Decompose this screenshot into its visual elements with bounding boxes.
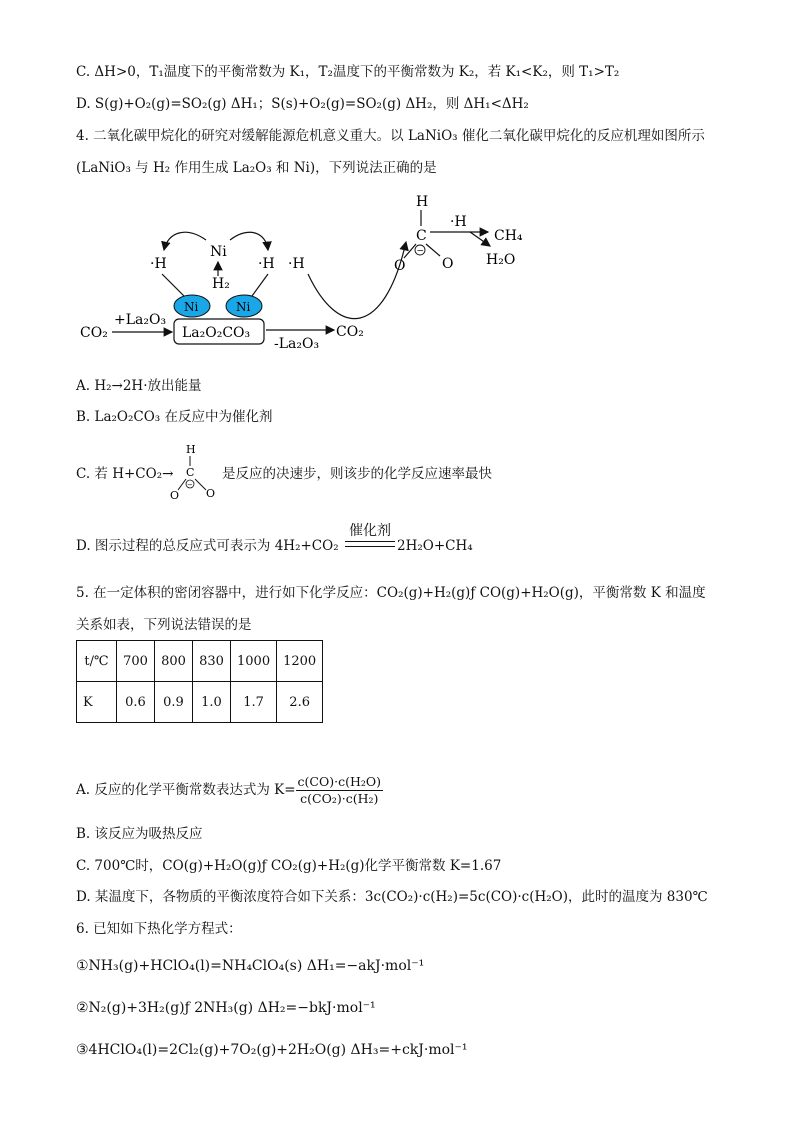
catalyst-label: 催化剂 xyxy=(349,523,391,539)
small-o2: O xyxy=(206,487,216,500)
charge-sign: − xyxy=(416,246,425,257)
plus-la2o3-label: +La₂O₃ xyxy=(114,312,167,328)
curve-arrow-left xyxy=(164,232,206,250)
small-o1: O xyxy=(170,489,180,502)
table-cell: 1200 xyxy=(277,641,323,682)
bond-c-o-left xyxy=(404,244,416,258)
equation-3: ③4HClO₄(l)=2Cl₂(g)+7O₂(g)+2H₂O(g) ΔH₃=+ckJ·mol⁻¹ xyxy=(76,1042,468,1058)
k-temperature-table xyxy=(76,640,323,723)
ch4-label: CH₄ xyxy=(494,228,523,244)
bond-right xyxy=(252,274,268,296)
q5-option-c: C. 700℃时，CO(g)+H₂O(g)ƒ CO₂(g)+H₂(g)化学平衡常数 K=1.67 xyxy=(76,858,502,874)
option-c-prev: C. ΔH>0，T₁温度下的平衡常数为 K₁，T₂温度下的平衡常数为 K₂，若 K₁<K₂，则 T₁>T₂ xyxy=(76,64,620,80)
k-expression-fraction xyxy=(296,774,383,807)
q5-option-b: B. 该反应为吸热反应 xyxy=(76,826,203,842)
table-cell: t/℃ xyxy=(77,641,117,682)
equation-2: ②N₂(g)+3H₂(g)ƒ 2NH₃(g) ΔH₂=−bkJ·mol⁻¹ xyxy=(76,1000,376,1016)
q4-option-a: A. H₂→2H·放出能量 xyxy=(76,378,202,394)
h-mid-label: ·H xyxy=(258,256,275,272)
question-4-stem: 4. 二氧化碳甲烷化的研究对缓解能源危机意义重大。以 LaNiO₃ 催化二氧化碳甲烷化的反应机理如图所示 xyxy=(76,128,705,144)
table-cell: 800 xyxy=(155,641,193,682)
table-cell: K xyxy=(77,682,117,723)
table-cell: 1.7 xyxy=(231,682,277,723)
q4-option-c-post: 是反应的决速步，则该步的化学反应速率最快 xyxy=(222,466,492,482)
q4-option-d-pre: D. 图示过程的总反应式可表示为 4H₂+CO₂ xyxy=(76,538,339,554)
curve-arrow-right xyxy=(230,232,268,250)
q4-option-d-post: 2H₂O+CH₄ xyxy=(397,538,473,554)
h-attack-label: ·H xyxy=(450,214,467,230)
minus-la2o3-label: -La₂O₃ xyxy=(274,336,320,352)
q4-option-b: B. La₂O₂CO₃ 在反应中为催化剂 xyxy=(76,409,273,425)
mechanism-diagram xyxy=(76,188,536,358)
la2o2co3-label: La₂O₂CO₃ xyxy=(182,325,251,341)
c-atom-label: C xyxy=(416,228,427,244)
h2o-label: H₂O xyxy=(486,252,516,268)
h-transfer-curve xyxy=(308,242,406,319)
question-5-stem-2: 关系如表，下列说法错误的是 xyxy=(76,617,252,633)
table-cell: 1.0 xyxy=(193,682,231,723)
small-charge: − xyxy=(187,481,193,489)
table-row xyxy=(77,682,323,723)
equals-sign xyxy=(345,541,395,547)
h-left-label: ·H xyxy=(150,256,167,272)
ni-top-label: Ni xyxy=(210,244,227,260)
small-h: H xyxy=(186,443,196,456)
table-cell: 0.9 xyxy=(155,682,193,723)
bond-c-o-right xyxy=(426,244,440,256)
q5-option-a xyxy=(76,774,383,807)
q5-option-a-text: A. 反应的化学平衡常数表达式为 K= xyxy=(76,782,296,798)
arrow-to-h2o xyxy=(470,232,490,246)
ni-oval-left-label: Ni xyxy=(184,300,199,314)
table-cell: 2.6 xyxy=(277,682,323,723)
co2-right-label: CO₂ xyxy=(336,324,364,340)
h-free-label: ·H xyxy=(288,256,305,272)
q4-option-c-pre: C. 若 H+CO₂→ xyxy=(76,466,174,482)
bond-left xyxy=(162,274,184,296)
o-left-label: O xyxy=(394,258,406,274)
table-cell: 0.6 xyxy=(117,682,155,723)
table-cell: 700 xyxy=(117,641,155,682)
co2-left-label: CO₂ xyxy=(80,325,108,341)
question-5-stem: 5. 在一定体积的密闭容器中，进行如下化学反应：CO₂(g)+H₂(g)ƒ CO(g)+H₂O(g)，平衡常数 K 和温度 xyxy=(76,585,706,601)
equation-1: ①NH₃(g)+HClO₄(l)=NH₄ClO₄(s) ΔH₁=−akJ·mol⁻¹ xyxy=(76,958,425,974)
table-cell: 1000 xyxy=(231,641,277,682)
ni-oval-right-label: Ni xyxy=(236,300,251,314)
h2-label: H₂ xyxy=(212,276,230,292)
fraction-numerator: c(CO)·c(H₂O) xyxy=(297,774,381,789)
formate-structure xyxy=(168,440,223,502)
o-right-label: O xyxy=(442,256,454,272)
table-row xyxy=(77,641,323,682)
question-4-stem-2: (LaNiO₃ 与 H₂ 作用生成 La₂O₃ 和 Ni)，下列说法正确的是 xyxy=(76,160,437,176)
small-c: C xyxy=(186,466,195,479)
q5-option-d: D. 某温度下，各物质的平衡浓度符合如下关系：3c(CO₂)·c(H₂)=5c(CO)·c(H₂O)，此时的温度为 830℃ xyxy=(76,889,708,905)
table-cell: 830 xyxy=(193,641,231,682)
fraction-denominator: c(CO₂)·c(H₂) xyxy=(300,791,379,806)
option-d-prev: D. S(g)+O₂(g)=SO₂(g) ΔH₁；S(s)+O₂(g)=SO₂(g) ΔH₂，则 ΔH₁<ΔH₂ xyxy=(76,96,529,112)
h-top-label: H xyxy=(416,194,429,210)
question-6-stem: 6. 已知如下热化学方程式： xyxy=(76,921,242,937)
